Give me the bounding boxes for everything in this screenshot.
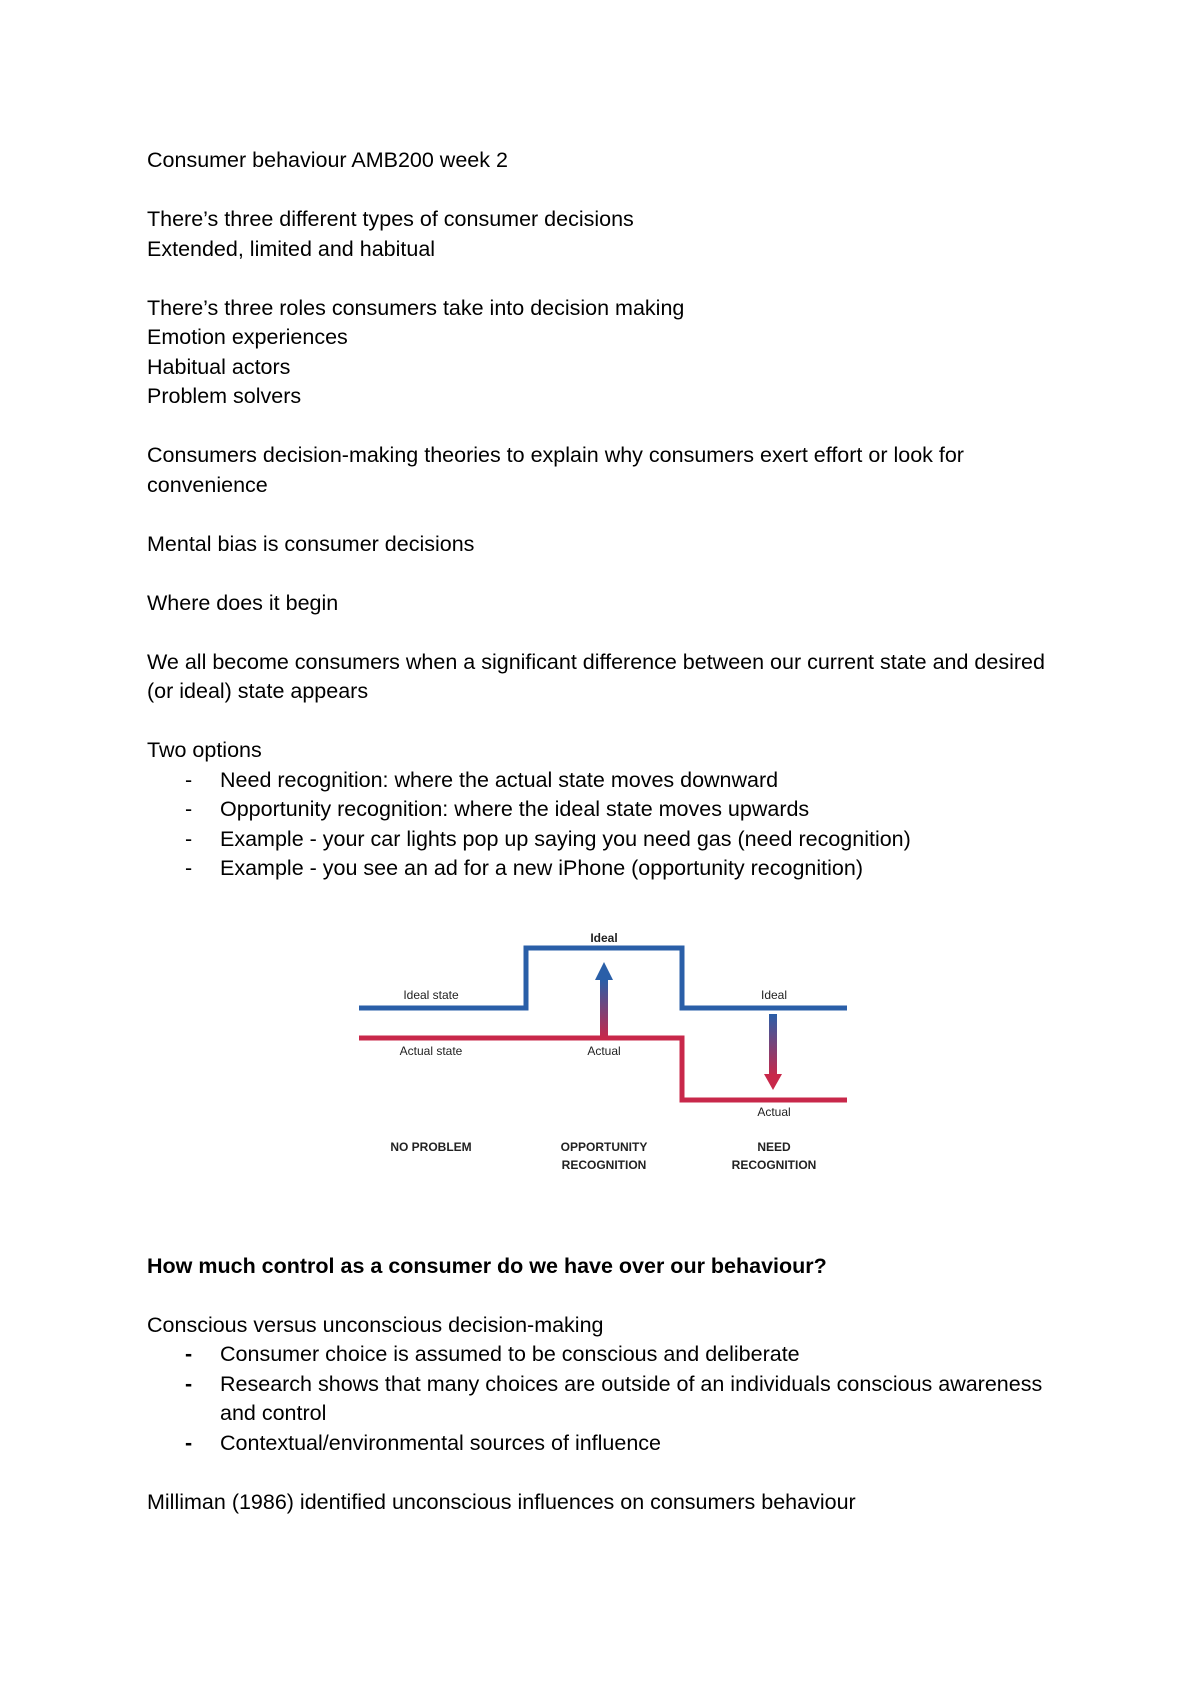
role-item: Emotion experiences [147, 325, 348, 349]
document-title: Consumer behaviour AMB200 week 2 [147, 148, 508, 172]
state-gap-diagram [0, 908, 1199, 1198]
label-opportunity-recognition: RECOGNITION [561, 1157, 647, 1172]
control-list [147, 1340, 1077, 1458]
list-item: - Need recognition: where the actual state moves downward [147, 766, 1077, 796]
list-item: - Example - your car lights pop up saying you need gas (need recognition) [147, 825, 1077, 855]
theories-paragraph: Consumers decision-making theories to explain why consumers exert effort or look for convenience [147, 443, 964, 497]
list-item: - Opportunity recognition: where the ideal state moves upwards [147, 795, 1077, 825]
decision-types-heading: There’s three different types of consumer decisions [147, 207, 634, 231]
arrow-up-icon [595, 962, 613, 1038]
list-item: - Contextual/environmental sources of influence [147, 1429, 1077, 1459]
role-item: Habitual actors [147, 354, 291, 379]
label-ideal-right: Ideal [760, 987, 788, 1002]
options-list [147, 766, 1077, 884]
label-actual-bottom: Actual [757, 1104, 791, 1119]
document-body [147, 146, 1077, 1517]
begin-paragraph: Where does it begin [147, 590, 339, 615]
label-ideal-state: Ideal state [403, 987, 459, 1002]
decision-types-list: Extended, limited and habitual [147, 236, 436, 261]
milliman-paragraph: Milliman (1986) identified unconscious influences on consumers behaviour [147, 1489, 856, 1514]
roles-heading: There’s three roles consumers take into decision making [147, 295, 685, 320]
label-need: NEED [757, 1139, 791, 1154]
list-item: - Example - you see an ad for a new iPhone (opportunity recognition) [147, 854, 1077, 884]
label-ideal-top: Ideal [590, 930, 618, 945]
control-heading: How much control as a consumer do we have over our behaviour? [147, 1253, 827, 1278]
control-subheading: Conscious versus unconscious decision-making [147, 1312, 604, 1337]
label-no-problem: NO PROBLEM [390, 1139, 472, 1154]
label-actual-state: Actual state [399, 1043, 463, 1058]
bias-paragraph: Mental bias is consumer decisions [147, 531, 475, 556]
label-need-recognition: RECOGNITION [731, 1157, 817, 1172]
label-actual-mid: Actual [587, 1043, 621, 1058]
list-item: - Research shows that many choices are outside of an individuals conscious awareness and control [147, 1370, 1077, 1429]
role-item: Problem solvers [147, 384, 302, 408]
options-heading: Two options [147, 738, 262, 762]
list-item: - Consumer choice is assumed to be conscious and deliberate [147, 1340, 1077, 1370]
label-opportunity: OPPORTUNITY [560, 1139, 648, 1154]
arrow-down-icon [764, 1014, 782, 1090]
become-paragraph: We all become consumers when a significant difference between our current state and desired (or ideal) state appears [147, 649, 1045, 703]
